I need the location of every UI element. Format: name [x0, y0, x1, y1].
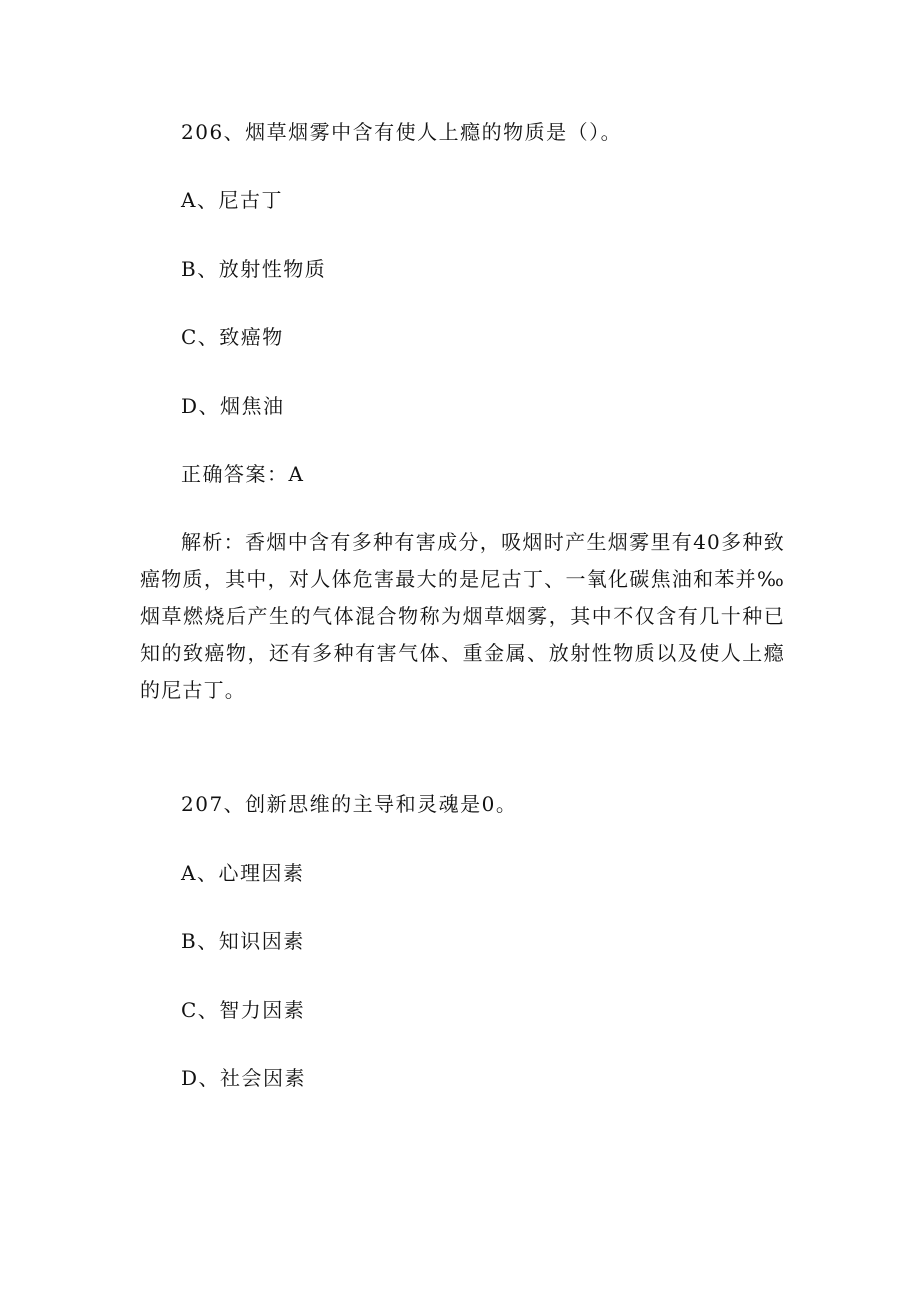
question-207-option-a: A、心理因素 — [181, 861, 305, 885]
question-206-analysis: 解析：香烟中含有多种有害成分，吸烟时产生烟雾里有40多种致癌物质，其中，对人体危害最大的是尼古丁、一氧化碳焦油和苯并‰烟草燃烧后产生的气体混合物称为烟草烟雾，其中不仅含有几十种已知的致癌物，还有多种有害气体、重金属、放射性物质以及使人上瘾的尼古丁。 — [140, 530, 785, 702]
question-207-option-b: B、知识因素 — [181, 929, 305, 953]
question-206-option-b: B、放射性物质 — [181, 257, 327, 281]
question-206-option-a: A、尼古丁 — [181, 188, 283, 212]
question-206-option-d: D、烟焦油 — [181, 394, 285, 418]
question-207-option-d: D、社会因素 — [181, 1066, 307, 1090]
question-207-stem: 207、创新思维的主导和灵魂是0。 — [181, 792, 518, 816]
question-206-answer: 正确答案：A — [181, 462, 305, 486]
question-207-option-c: C、智力因素 — [181, 998, 306, 1022]
question-206-stem: 206、烟草烟雾中含有使人上瘾的物质是（）。 — [181, 120, 623, 144]
question-206-option-c: C、致癌物 — [181, 325, 284, 349]
